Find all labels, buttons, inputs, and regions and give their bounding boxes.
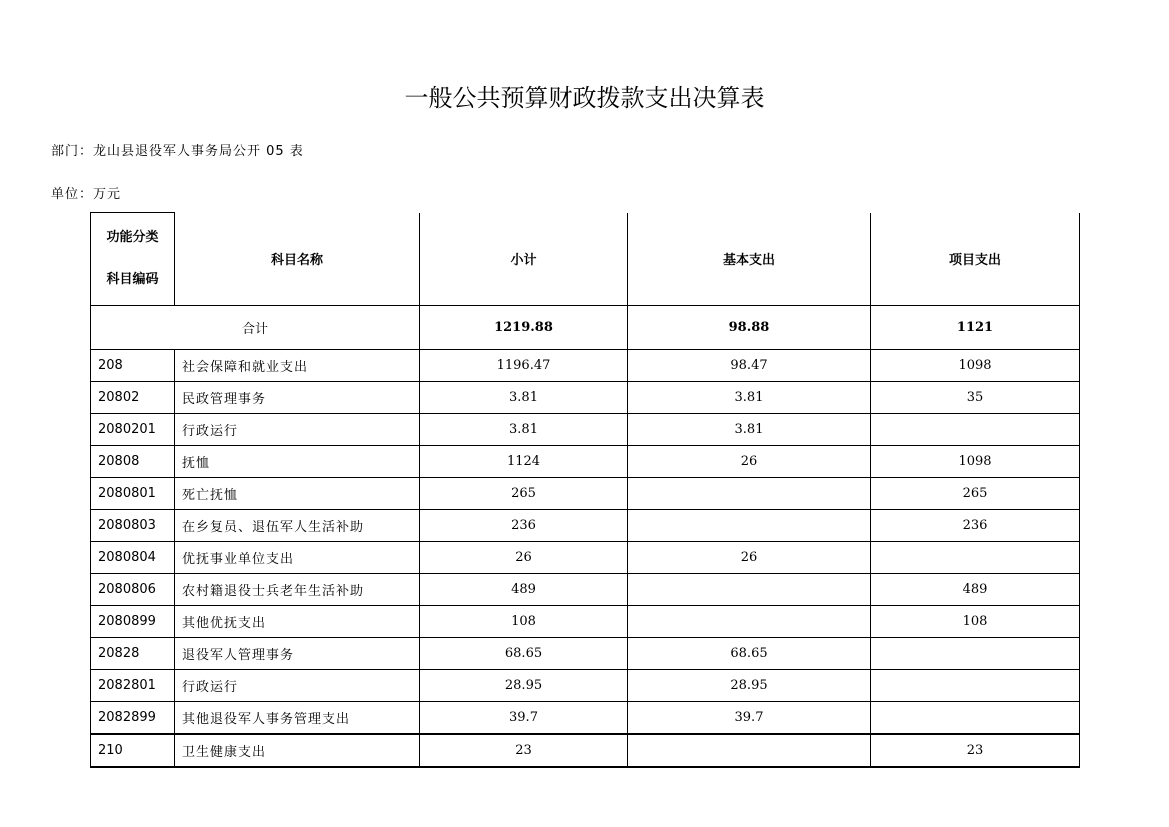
row-name: 民政管理事务 xyxy=(175,382,420,414)
table-row xyxy=(91,702,1080,735)
row-code: 2080803 xyxy=(91,510,175,542)
row-project: 489 xyxy=(871,574,1080,606)
row-basic xyxy=(628,478,871,510)
row-subtotal: 39.7 xyxy=(420,702,628,735)
row-subtotal: 3.81 xyxy=(420,414,628,446)
row-name: 行政运行 xyxy=(175,670,420,702)
total-label: 合计 xyxy=(91,306,420,350)
row-project: 23 xyxy=(871,734,1080,767)
row-subtotal: 1196.47 xyxy=(420,350,628,382)
row-basic: 39.7 xyxy=(628,702,871,735)
header-project: 项目支出 xyxy=(871,213,1080,306)
row-project: 1098 xyxy=(871,446,1080,478)
row-code: 2080801 xyxy=(91,478,175,510)
row-project: 265 xyxy=(871,478,1080,510)
row-name: 优抚事业单位支出 xyxy=(175,542,420,574)
table-row xyxy=(91,414,1080,446)
row-basic xyxy=(628,606,871,638)
total-basic: 98.88 xyxy=(628,306,871,350)
row-basic: 3.81 xyxy=(628,414,871,446)
row-code: 208 xyxy=(91,350,175,382)
table-row xyxy=(91,446,1080,478)
row-subtotal: 236 xyxy=(420,510,628,542)
row-basic: 28.95 xyxy=(628,670,871,702)
row-project xyxy=(871,702,1080,735)
row-project: 1098 xyxy=(871,350,1080,382)
table-row xyxy=(91,574,1080,606)
row-name: 社会保障和就业支出 xyxy=(175,350,420,382)
table-row xyxy=(91,478,1080,510)
row-project xyxy=(871,542,1080,574)
row-name: 其他退役军人事务管理支出 xyxy=(175,702,420,735)
row-subtotal: 23 xyxy=(420,734,628,767)
unit-label: 单位：万元 xyxy=(51,187,122,202)
row-subtotal: 68.65 xyxy=(420,638,628,670)
row-code: 2082899 xyxy=(91,702,175,735)
row-code: 2080201 xyxy=(91,414,175,446)
row-code: 2080899 xyxy=(91,606,175,638)
header-code xyxy=(91,213,175,306)
table-row xyxy=(91,350,1080,382)
row-name: 行政运行 xyxy=(175,414,420,446)
table-header-row xyxy=(91,213,1080,306)
header-code-line2: 科目编码 xyxy=(106,272,159,287)
header-basic: 基本支出 xyxy=(628,213,871,306)
row-basic: 3.81 xyxy=(628,382,871,414)
page-title: 一般公共预算财政拨款支出决算表 xyxy=(404,84,765,112)
row-subtotal: 26 xyxy=(420,542,628,574)
row-basic xyxy=(628,574,871,606)
total-subtotal: 1219.88 xyxy=(420,306,628,350)
budget-table xyxy=(90,212,1080,768)
row-subtotal: 265 xyxy=(420,478,628,510)
row-basic: 68.65 xyxy=(628,638,871,670)
table-row xyxy=(91,510,1080,542)
header-name: 科目名称 xyxy=(175,213,420,306)
row-project xyxy=(871,670,1080,702)
row-project xyxy=(871,638,1080,670)
row-code: 210 xyxy=(91,734,175,767)
row-project: 35 xyxy=(871,382,1080,414)
row-basic: 98.47 xyxy=(628,350,871,382)
table-row xyxy=(91,670,1080,702)
table-row xyxy=(91,382,1080,414)
row-name: 死亡抚恤 xyxy=(175,478,420,510)
row-basic: 26 xyxy=(628,446,871,478)
row-subtotal: 28.95 xyxy=(420,670,628,702)
row-code: 20828 xyxy=(91,638,175,670)
row-basic xyxy=(628,510,871,542)
row-code: 2080806 xyxy=(91,574,175,606)
row-subtotal: 489 xyxy=(420,574,628,606)
row-name: 抚恤 xyxy=(175,446,420,478)
row-code: 2080804 xyxy=(91,542,175,574)
header-subtotal: 小计 xyxy=(420,213,628,306)
row-code: 20808 xyxy=(91,446,175,478)
row-name: 其他优抚支出 xyxy=(175,606,420,638)
row-subtotal: 3.81 xyxy=(420,382,628,414)
total-project: 1121 xyxy=(871,306,1080,350)
row-name: 卫生健康支出 xyxy=(175,734,420,767)
row-subtotal: 108 xyxy=(420,606,628,638)
row-name: 农村籍退役士兵老年生活补助 xyxy=(175,574,420,606)
total-row xyxy=(91,306,1080,350)
table-row xyxy=(91,734,1080,767)
row-code: 20802 xyxy=(91,382,175,414)
row-code: 2082801 xyxy=(91,670,175,702)
row-basic: 26 xyxy=(628,542,871,574)
table-row xyxy=(91,542,1080,574)
row-subtotal: 1124 xyxy=(420,446,628,478)
row-basic xyxy=(628,734,871,767)
row-name: 在乡复员、退伍军人生活补助 xyxy=(175,510,420,542)
row-project: 108 xyxy=(871,606,1080,638)
department-label: 部门：龙山县退役军人事务局公开 05 表 xyxy=(51,144,304,159)
row-project: 236 xyxy=(871,510,1080,542)
table-row xyxy=(91,638,1080,670)
table-row xyxy=(91,606,1080,638)
row-name: 退役军人管理事务 xyxy=(175,638,420,670)
row-project xyxy=(871,414,1080,446)
header-code-line1: 功能分类 xyxy=(106,230,159,245)
